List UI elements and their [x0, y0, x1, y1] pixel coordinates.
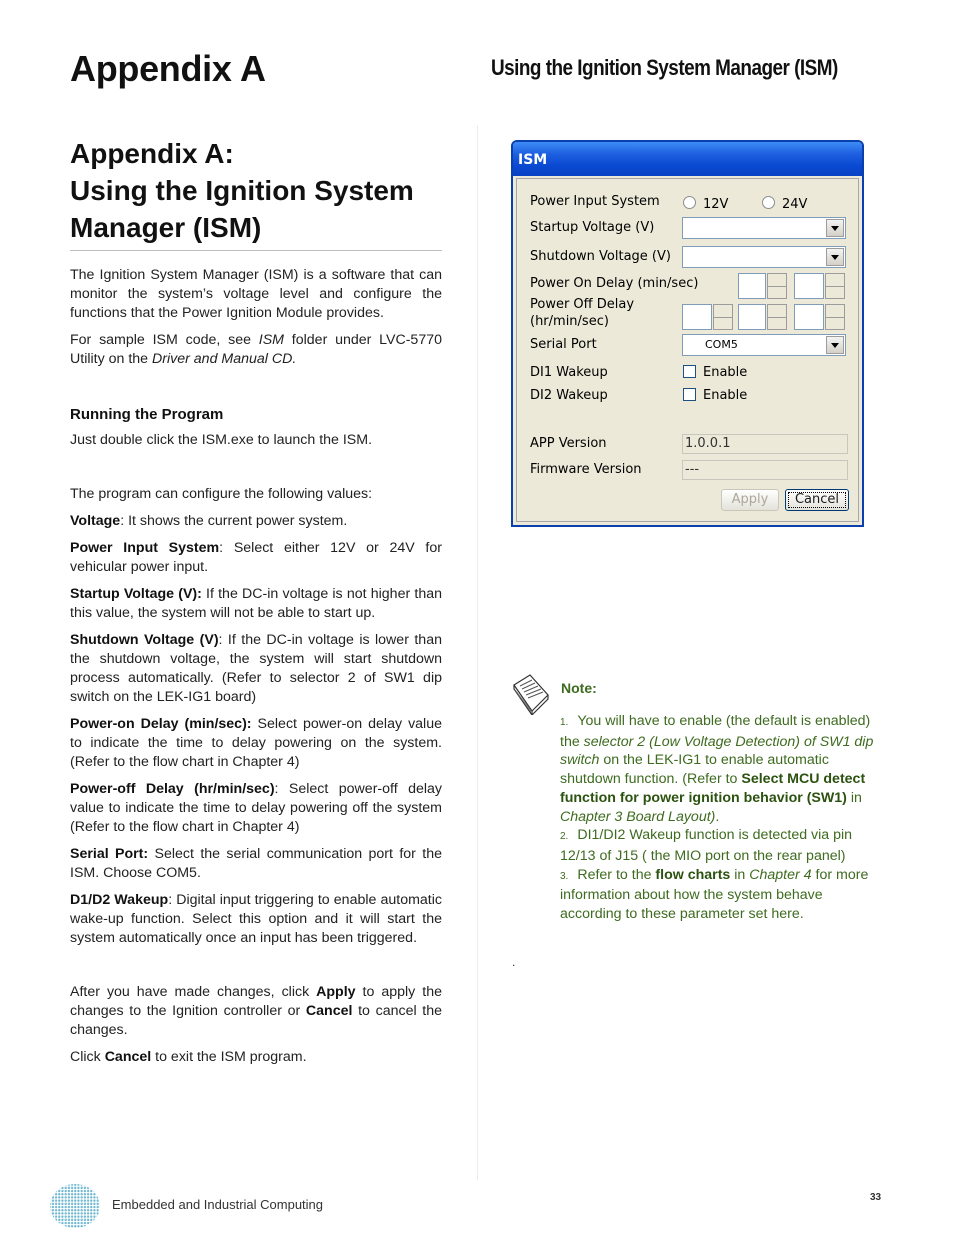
ism-dialog — [511, 140, 864, 527]
after-changes-paragraph: After you have made changes, click Apply to apply the changes to the Ignition controller or Cancel to cancel the changes. — [70, 984, 442, 1038]
radio-24v-label: 24V — [782, 197, 808, 212]
stray-period: . — [512, 955, 516, 969]
note-item-2: 2. DI1/DI2 Wakeup function is detected via pin 12/13 of J15 ( the MIO port on the rear panel) — [560, 827, 853, 864]
intro-paragraph: The Ignition System Manager (ISM) is a software that can monitor the system’s voltage level and configure the functions that the Power Ignition Module provides. — [70, 267, 442, 321]
item-serial-port: Serial Port: Select the serial communication port for the ISM. Choose COM5. — [70, 846, 442, 881]
cancel-button[interactable] — [785, 489, 849, 511]
dialog-body — [516, 178, 859, 522]
shutdown-voltage-combo[interactable] — [682, 246, 846, 268]
cancel-button-label: Cancel — [788, 492, 846, 508]
di1-wakeup-label: DI1 Wakeup — [530, 365, 608, 380]
startup-voltage-label: Startup Voltage (V) — [530, 220, 655, 235]
di2-enable-checkbox[interactable] — [683, 388, 696, 401]
power-off-min-spinner[interactable] — [767, 304, 787, 330]
title-line-2: Using the Ignition System — [70, 175, 414, 206]
power-off-sec-field[interactable] — [794, 304, 824, 330]
serial-port-value: COM5 — [705, 338, 738, 351]
di1-enable-label: Enable — [703, 365, 748, 380]
power-off-hr-spinner[interactable] — [713, 304, 733, 330]
chevron-down-icon[interactable] — [826, 248, 844, 266]
serial-port-label: Serial Port — [530, 337, 597, 352]
power-off-delay-label-2: (hr/min/sec) — [530, 314, 609, 329]
power-on-sec-spinner[interactable] — [825, 273, 845, 299]
power-input-label: Power Input System — [530, 194, 660, 209]
config-intro: The program can configure the following values: — [70, 486, 373, 502]
di1-enable-checkbox[interactable] — [683, 365, 696, 378]
app-version-label: APP Version — [530, 436, 607, 451]
left-column — [70, 135, 442, 1067]
company-logo-icon — [48, 1183, 102, 1229]
note-icon — [510, 671, 550, 715]
app-version-field: 1.0.0.1 — [682, 434, 848, 454]
title-line-3: Manager (ISM) — [70, 212, 262, 243]
item-wakeup: D1/D2 Wakeup: Digital input triggering to enable automatic wake-up function. Select this option and it will start the system automatically once an input has been triggered. — [70, 892, 442, 946]
chapter-title: Appendix A — [70, 48, 266, 89]
firmware-version-field: --- — [682, 460, 848, 480]
power-off-hr-field[interactable] — [682, 304, 712, 330]
item-shutdown-voltage: Shutdown Voltage (V): If the DC-in voltage is lower than the shutdown voltage, the system will start shutdown process automatically. (Refer to selector 2 of SW1 dip switch on the LEK-IG1 board) — [70, 632, 442, 705]
power-on-sec-field[interactable] — [794, 273, 824, 299]
di2-wakeup-label: DI2 Wakeup — [530, 388, 608, 403]
item-power-on-delay: Power-on Delay (min/sec): Select power-on delay value to indicate the time to delay powering on the system. (Refer to the flow chart in Chapter 4) — [70, 716, 442, 770]
apply-button[interactable]: Apply — [721, 489, 779, 511]
radio-12v-label: 12V — [703, 197, 729, 212]
chevron-down-icon[interactable] — [826, 336, 844, 354]
running-text: Just double click the ISM.exe to launch the ISM. — [70, 432, 373, 448]
startup-voltage-combo[interactable] — [682, 217, 846, 239]
serial-port-combo[interactable] — [682, 334, 846, 356]
exit-paragraph: Click Cancel to exit the ISM program. — [70, 1049, 307, 1065]
power-on-min-spinner[interactable] — [767, 273, 787, 299]
item-power-input: Power Input System: Select either 12V or 24V for vehicular power input. — [70, 540, 442, 575]
power-off-min-field[interactable] — [738, 304, 766, 330]
item-power-off-delay: Power-off Delay (hr/min/sec): Select power-off delay value to indicate the time to delay powering off the system (Refer to the flow chart in Chapter 4) — [70, 781, 442, 835]
sample-code-paragraph: For sample ISM code, see ISM folder under LVC-5770 Utility on the Driver and Manual CD. — [70, 332, 442, 367]
shutdown-voltage-label: Shutdown Voltage (V) — [530, 249, 671, 264]
power-off-delay-label-1: Power Off Delay — [530, 297, 635, 312]
footer-text: Embedded and Industrial Computing — [112, 1197, 324, 1212]
note-item-3: 3. Refer to the flow charts in Chapter 4 for more information about how the system behave according to these parameter set here. — [560, 866, 869, 923]
item-voltage: Voltage: It shows the current power system. — [70, 513, 348, 529]
section-header: Using the Ignition System Manager (ISM) — [491, 55, 838, 80]
item-startup-voltage: Startup Voltage (V): If the DC-in voltage is not higher than this value, the system will not be able to start up. — [70, 586, 442, 621]
power-on-min-field[interactable] — [738, 273, 766, 299]
note-list — [560, 712, 886, 924]
firmware-version-label: Firmware Version — [530, 462, 642, 477]
power-off-sec-spinner[interactable] — [825, 304, 845, 330]
column-divider — [477, 125, 478, 1180]
title-line-1: Appendix A: — [70, 138, 234, 169]
dialog-title-bar: ISM — [513, 142, 862, 176]
chevron-down-icon[interactable] — [826, 219, 844, 237]
di2-enable-label: Enable — [703, 388, 748, 403]
note-item-1: 1. You will have to enable (the default is enabled) the selector 2 (Low Voltage Detection) of SW1 dip switch on the LEK-IG1 to enable automatic shutdown function. (Refer to Select MCU detect function for power ignition behavior (SW1) in Chapter 3 Board Layout). — [560, 713, 874, 825]
radio-12v[interactable] — [683, 196, 696, 209]
radio-24v[interactable] — [762, 196, 775, 209]
appendix-title — [70, 135, 442, 251]
page-number: 33 — [870, 1192, 882, 1203]
running-heading: Running the Program — [70, 406, 224, 423]
note-title: Note: — [561, 680, 597, 696]
power-on-delay-label: Power On Delay (min/sec) — [530, 276, 699, 291]
